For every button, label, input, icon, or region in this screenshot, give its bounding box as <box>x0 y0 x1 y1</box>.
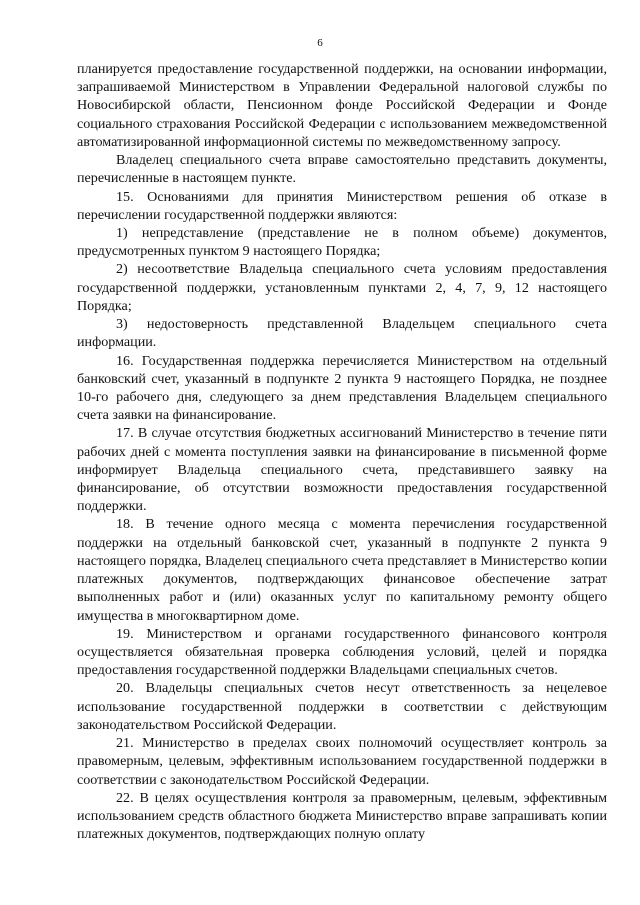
paragraph: 16. Государственная поддержка перечисляется Министерством на отдельный банковский счет, указанный в подпункте 2 пункта 9 настоящего Порядка, не позднее 10-го рабочего дня, следующего за днем представления Владельцем специального счета заявки на финансирование. <box>77 352 607 424</box>
paragraph: 21. Министерство в пределах своих полномочий осуществляет контроль за правомерным, целевым, эффективным использованием государственной поддержки в соответствии с законодательством Российской Федерации. <box>77 735 607 788</box>
page-number: 6 <box>317 37 323 49</box>
paragraph: 2) несоответствие Владельца специального счета условиям предоставления государственной поддержки, установленным пунктами 2, 4, 7, 9, 12 настоящего Порядка; <box>77 261 607 314</box>
paragraph: 3) недостоверность представленной Владельцем специального счета информации. <box>77 316 607 351</box>
paragraph: 22. В целях осуществления контроля за правомерным, целевым, эффективным использованием средств областного бюджета Министерство вправе запрашивать копии платежных документов, подтверждающих полную оплату <box>77 789 607 843</box>
paragraph: 18. В течение одного месяца с момента перечисления государственной поддержки на отдельный банковской счет, указанный в подпункте 2 пункта 9 настоящего порядка, Владелец специального счета представляет в Министерство копии платежных документов, подтверждающих финансовое обеспечение затрат выполненных работ и (или) оказанных услуг по капитальному ремонту общего имущества в многоквартирном доме. <box>77 516 607 624</box>
paragraph: 17. В случае отсутствия бюджетных ассигнований Министерство в течение пяти рабочих дней с момента поступления заявки на финансирование в письменной форме информирует Владельца специального счета, представившего заявку на финансирование, об отсутствии возможности предоставления государственной поддержки. <box>77 425 607 515</box>
paragraph: планируется предоставление государственной поддержки, на основании информации, запрашиваемой Министерством в Управлении Федеральной налоговой службы по Новосибирской области, Пенсионном фонде Российской Федерации и Фонде социального страхования Российской Федерации с использованием межведомственной автоматизированной информационной системы по межведомственному запросу. <box>77 61 607 150</box>
paragraph: 19. Министерством и органами государственного финансового контроля осуществляется обязательная проверка соблюдения условий, целей и порядка предоставления государственной поддержки Владельцами специальных счетов. <box>77 625 607 679</box>
document-body <box>77 60 607 843</box>
paragraph: 20. Владельцы специальных счетов несут ответственность за нецелевое использование государственной поддержки в соответствии с действующим законодательством Российской Федерации. <box>77 680 607 733</box>
paragraph: Владелец специального счета вправе самостоятельно представить документы, перечисленные в настоящем пункте. <box>77 152 607 187</box>
paragraph: 1) непредставление (представление не в полном объеме) документов, предусмотренных пунктом 9 настоящего Порядка; <box>77 224 607 260</box>
paragraph: 15. Основаниями для принятия Министерством решения об отказе в перечислении государственной поддержки являются: <box>77 188 607 223</box>
